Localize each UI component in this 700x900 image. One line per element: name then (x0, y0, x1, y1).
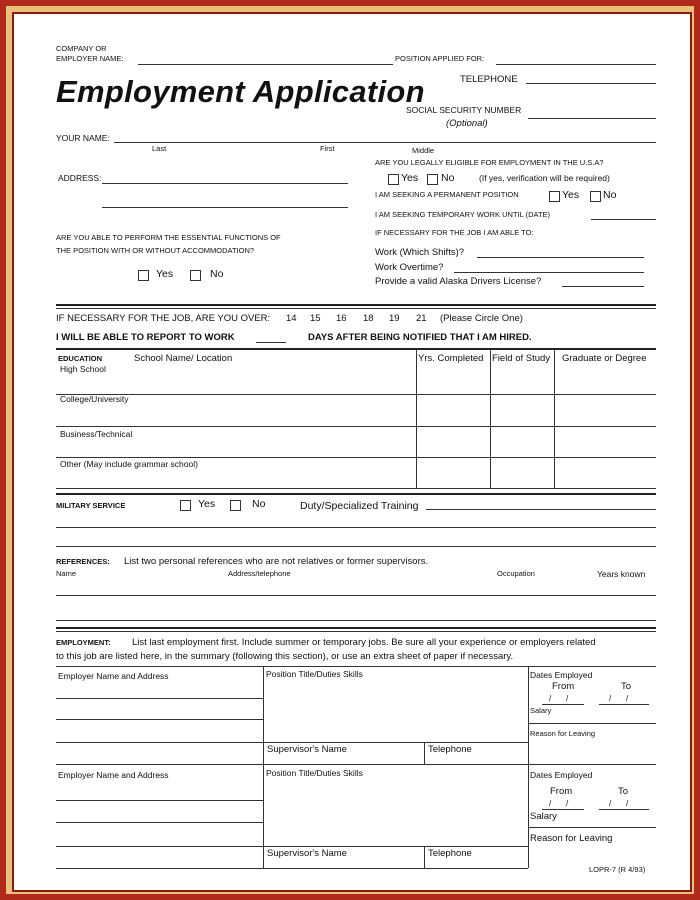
employer-1-from-date-slash: / (566, 694, 569, 703)
education-bottom-border (56, 488, 656, 489)
employer-1-telephone-label: Telephone (428, 744, 472, 755)
references-occupation-header: Occupation (497, 569, 535, 578)
verification-note: (If yes, verification will be required) (479, 173, 610, 183)
education-row-college: College/University (60, 394, 129, 404)
accommodation-question-line2: THE POSITION WITH OR WITHOUT ACCOMMODATION? (56, 246, 255, 255)
employer-2-from-date-slash: / (566, 799, 569, 808)
military-no-checkbox[interactable] (230, 500, 241, 511)
employer-block-2-divider (263, 764, 264, 868)
employer-2-supervisor-divider (424, 846, 425, 868)
last-name-label: Last (152, 144, 167, 153)
eligible-yes-label: Yes (401, 172, 419, 184)
references-name-header: Name (56, 569, 77, 578)
employer-1-to-date-field[interactable] (599, 704, 649, 705)
page-title: Employment Application (56, 74, 425, 109)
references-address-header: Address/telephone (228, 569, 291, 578)
report-label-part1: I WILL BE ABLE TO REPORT TO WORK (56, 332, 235, 343)
ssn-optional: (Optional) (446, 118, 488, 129)
report-days-field[interactable] (256, 342, 286, 343)
references-label: REFERENCES: (56, 557, 110, 566)
military-no-label: No (252, 498, 266, 510)
references-years-header: Years known (597, 569, 646, 579)
telephone-label: TELEPHONE (460, 74, 518, 85)
company-label-line2: EMPLOYER NAME: (56, 54, 124, 63)
employer-2-to-date-slash: / (626, 799, 629, 808)
age-note: (Please Circle One) (440, 313, 523, 324)
employment-instruction-line1: List last employment first. Include summer or temporary jobs. Be sure all your experience or employers related (132, 637, 596, 648)
employer-2-line[interactable] (56, 846, 263, 847)
age-label: IF NECESSARY FOR THE JOB, ARE YOU OVER: (56, 313, 271, 324)
employer-1-line[interactable] (56, 698, 263, 699)
employer-2-from-date-slash: / (549, 799, 552, 808)
employer-1-to-label: To (621, 681, 632, 692)
employer-1-salary-field[interactable] (528, 723, 656, 724)
employer-1-name-label: Employer Name and Address (58, 671, 169, 681)
employer-1-salary-label: Salary (530, 706, 552, 715)
education-col-divider (416, 350, 417, 488)
employer-1-line[interactable] (56, 719, 263, 720)
eligible-yes-checkbox[interactable] (388, 174, 399, 185)
graduate-degree-header: Graduate or Degree (562, 353, 647, 364)
company-name-field[interactable] (138, 64, 393, 65)
employer-2-line[interactable] (56, 800, 263, 801)
employer-block-1-bottom (56, 764, 656, 765)
telephone-field[interactable] (526, 83, 656, 84)
employer-1-from-date-field[interactable] (542, 704, 584, 705)
report-label-part2: DAYS AFTER BEING NOTIFIED THAT I AM HIRED. (308, 332, 532, 343)
eligible-question: ARE YOU LEGALLY ELIGIBLE FOR EMPLOYMENT IN THE U.S.A? (375, 158, 604, 167)
employer-block-1-top (56, 666, 656, 667)
reference-line-2[interactable] (56, 620, 656, 621)
employer-2-supervisor-label: Supervisor's Name (267, 848, 347, 859)
employment-top-border (56, 631, 656, 632)
employer-1-from-label: From (552, 681, 575, 692)
employer-2-from-label: From (550, 786, 573, 797)
age-option-21[interactable]: 21 (416, 313, 427, 324)
employer-1-reason-label: Reason for Leaving (530, 729, 596, 738)
school-name-header: School Name/ Location (134, 353, 233, 364)
company-label-line1: COMPANY OR (56, 44, 107, 53)
name-label: YOUR NAME: (56, 133, 110, 143)
employer-2-telephone-label: Telephone (428, 848, 472, 859)
age-option-16[interactable]: 16 (336, 313, 347, 324)
education-row-divider (56, 457, 656, 458)
accommodation-question-line1: ARE YOU ABLE TO PERFORM THE ESSENTIAL FUNCTIONS OF (56, 233, 281, 242)
work-shifts-field[interactable] (477, 257, 644, 258)
employer-2-dates-label: Dates Employed (530, 770, 593, 780)
section-divider (56, 308, 656, 309)
if-necessary-able-label: IF NECESSARY FOR THE JOB I AM ABLE TO: (375, 228, 534, 237)
employer-1-supervisor-divider (424, 742, 425, 764)
drivers-license-label: Provide a valid Alaska Drivers License? (375, 276, 542, 287)
temporary-work-label: I AM SEEKING TEMPORARY WORK UNTIL (DATE) (375, 210, 551, 219)
employment-top-border (56, 627, 656, 629)
military-line[interactable] (56, 527, 656, 528)
section-divider (56, 304, 656, 306)
permanent-no-label: No (603, 189, 617, 201)
position-applied-field[interactable] (496, 64, 656, 65)
work-shifts-label: Work (Which Shifts)? (375, 247, 465, 258)
form-sheet (12, 12, 692, 892)
age-option-19[interactable]: 19 (389, 313, 400, 324)
form-code: LOPR-7 (R 4/93) (589, 865, 646, 874)
eligible-no-label: No (441, 172, 455, 184)
reference-line-1[interactable] (56, 595, 656, 596)
permanent-yes-checkbox[interactable] (549, 191, 560, 202)
permanent-position-label: I AM SEEKING A PERMANENT POSITION (375, 190, 519, 199)
education-row-business: Business/Technical (60, 429, 133, 439)
drivers-license-field[interactable] (562, 286, 644, 287)
permanent-no-checkbox[interactable] (590, 191, 601, 202)
employer-1-to-date-slash: / (626, 694, 629, 703)
military-yes-checkbox[interactable] (180, 500, 191, 511)
ssn-field[interactable] (528, 118, 656, 119)
age-option-14[interactable]: 14 (286, 313, 297, 324)
temporary-date-field[interactable] (591, 219, 656, 220)
permanent-yes-label: Yes (562, 189, 580, 201)
address-label: ADDRESS: (58, 173, 102, 183)
employer-1-to-date-slash: / (609, 694, 612, 703)
employer-2-from-date-field[interactable] (542, 809, 584, 810)
accommodation-no-checkbox[interactable] (190, 270, 201, 281)
work-overtime-label: Work Overtime? (375, 262, 444, 273)
age-option-15[interactable]: 15 (310, 313, 321, 324)
military-training-label: Duty/Specialized Training (300, 500, 419, 512)
employer-1-dates-label: Dates Employed (530, 670, 593, 680)
work-overtime-field[interactable] (454, 272, 644, 273)
employer-block-1-divider (263, 666, 264, 764)
employer-2-salary-field[interactable] (528, 827, 656, 828)
ssn-label: SOCIAL SECURITY NUMBER (406, 105, 522, 115)
accommodation-no-label: No (210, 268, 224, 280)
military-label: MILITARY SERVICE (56, 501, 126, 510)
employer-2-line[interactable] (56, 822, 263, 823)
first-name-label: First (320, 144, 335, 153)
employer-1-line[interactable] (56, 742, 263, 743)
education-top-border (56, 348, 656, 350)
name-field[interactable] (114, 142, 656, 143)
employment-instruction-line2: to this job are listed here, in the summary (following this section), or use an extra sheet of paper if necessary. (56, 651, 514, 662)
military-yes-label: Yes (198, 498, 216, 510)
employer-block-2-bottom (56, 868, 528, 869)
education-row-high-school: High School (60, 364, 106, 374)
employer-2-to-label: To (618, 786, 629, 797)
employer-1-position-label: Position Title/Duties Skills (266, 669, 363, 679)
age-option-18[interactable]: 18 (363, 313, 374, 324)
position-applied-label: POSITION APPLIED FOR: (395, 54, 485, 63)
employer-2-reason-label: Reason for Leaving (530, 833, 613, 844)
military-training-field[interactable] (426, 509, 656, 510)
middle-name-label: Middle (412, 146, 435, 155)
employer-2-to-date-field[interactable] (599, 809, 649, 810)
field-of-study-header: Field of Study (492, 353, 551, 364)
address-field-line1[interactable] (102, 183, 348, 184)
employer-2-position-bottom (263, 846, 528, 847)
accommodation-yes-label: Yes (156, 268, 174, 280)
education-row-other: Other (May include grammar school) (60, 459, 198, 469)
yrs-completed-header: Yrs. Completed (418, 353, 484, 364)
accommodation-yes-checkbox[interactable] (138, 270, 149, 281)
employer-2-name-label: Employer Name and Address (58, 770, 169, 780)
education-row-divider (56, 394, 656, 395)
employer-2-position-label: Position Title/Duties Skills (266, 768, 363, 778)
employer-2-to-date-slash: / (609, 799, 612, 808)
employer-2-salary-label: Salary (530, 811, 557, 822)
employer-1-from-date-slash: / (549, 694, 552, 703)
employer-1-position-bottom (263, 742, 528, 743)
employer-1-supervisor-label: Supervisor's Name (267, 744, 347, 755)
references-instruction: List two personal references who are not relatives or former supervisors. (124, 556, 429, 567)
education-col-divider (554, 350, 555, 488)
military-top-border (56, 493, 656, 495)
education-label: EDUCATION (58, 354, 103, 363)
employer-block-1-divider (528, 666, 529, 764)
education-col-divider (490, 350, 491, 488)
employer-block-2-divider (528, 764, 529, 868)
military-line[interactable] (56, 546, 656, 547)
education-row-divider (56, 426, 656, 427)
eligible-no-checkbox[interactable] (427, 174, 438, 185)
address-field-line2[interactable] (102, 207, 348, 208)
employment-label: EMPLOYMENT: (56, 638, 111, 647)
